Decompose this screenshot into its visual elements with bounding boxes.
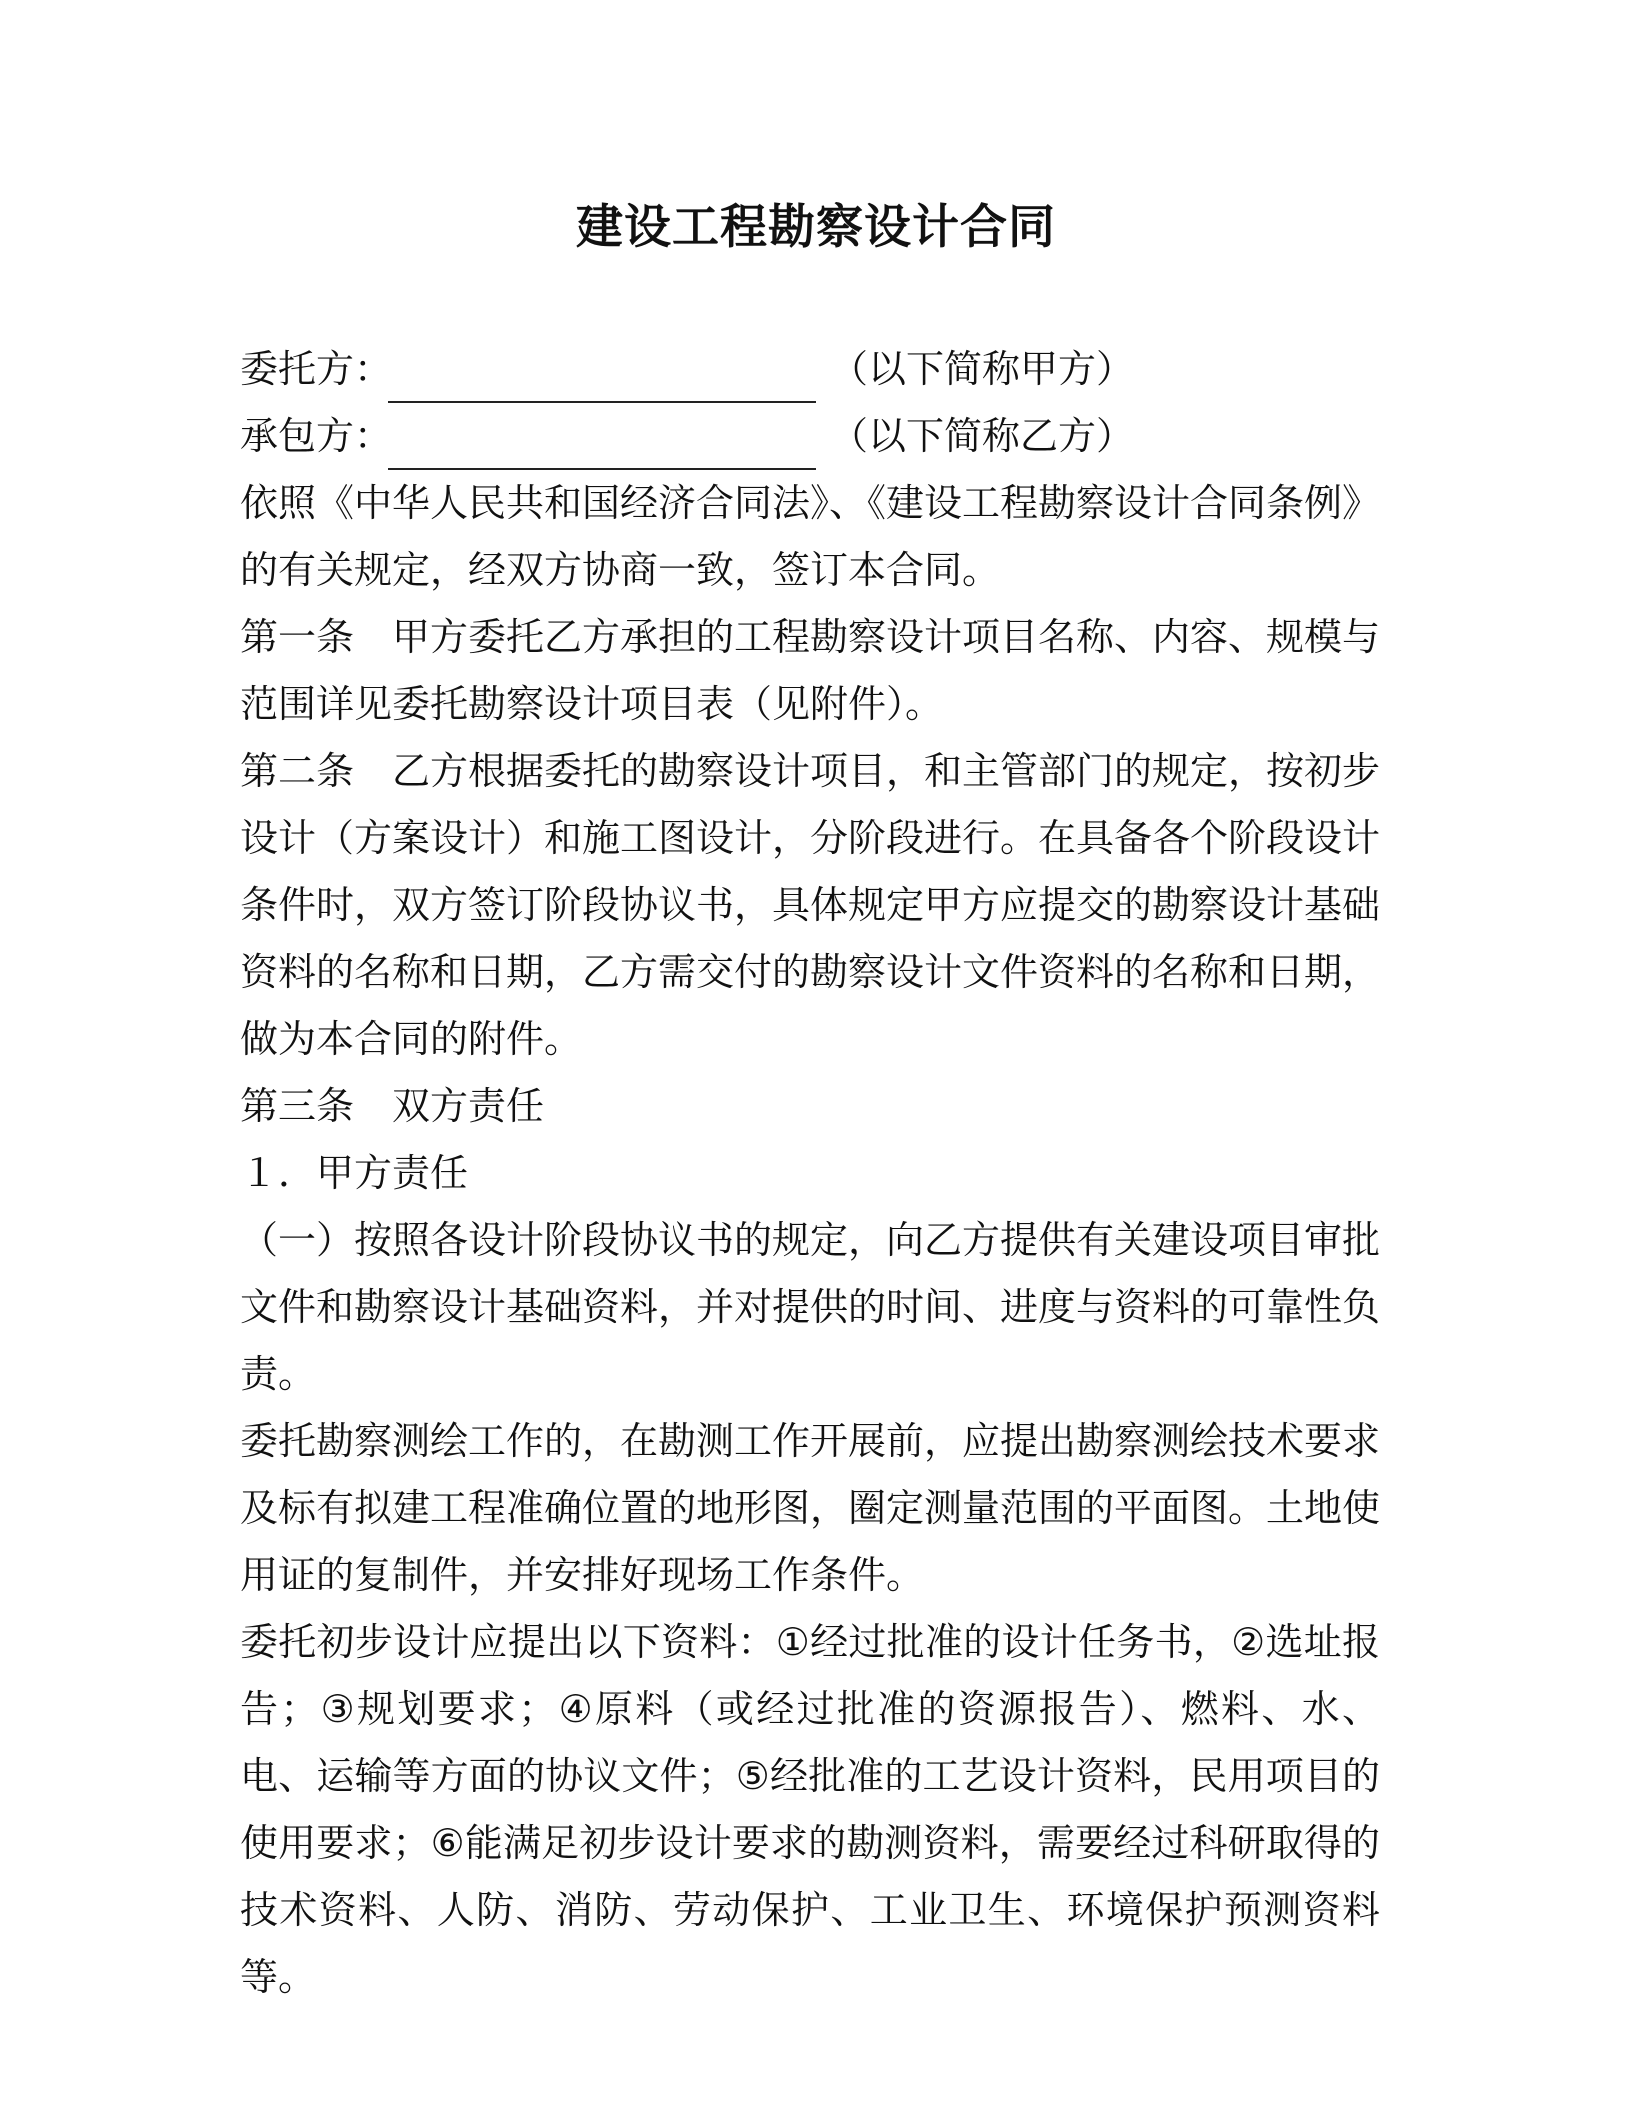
- contractor-party-line: [240, 403, 1380, 470]
- contract-title: 建设工程勘察设计合同: [576, 200, 1056, 255]
- contractor-name-blank: [388, 420, 816, 470]
- survey-requirements-paragraph: 委托勘察测绘工作的，在勘测工作开展前，应提出勘察测绘技术要求及标有拟建工程准确位置的地形图，圈定测量范围的平面图。土地使用证的复制件，并安排好现场工作条件。: [240, 1419, 1381, 1597]
- party-a-responsibility-heading: １．甲方责任: [240, 1151, 469, 1195]
- article-one-paragraph: 第一条 甲方委托乙方承担的工程勘察设计项目名称、内容、规模与范围详见委托勘察设计项目表（见附件）。: [240, 615, 1381, 726]
- contract-body: [240, 336, 1380, 2011]
- article-two-paragraph: 第二条 乙方根据委托的勘察设计项目，和主管部门的规定，按初步设计（方案设计）和施工图设计，分阶段进行。在具备各个阶段设计条件时，双方签订阶段协议书，具体规定甲方应提交的勘察设计基础资料的名称和日期，乙方需交付的勘察设计文件资料的名称和日期，做为本合同的附件。: [240, 749, 1381, 1061]
- preliminary-design-materials-paragraph: 委托初步设计应提出以下资料：①经过批准的设计任务书，②选址报告；③规划要求；④原料（或经过批准的资源报告）、燃料、水、电、运输等方面的协议文件；⑤经批准的工艺设计资料，民用项目的使用要求；⑥能满足初步设计要求的勘测资料，需要经过科研取得的技术资料、人防、消防、劳动保护、工业卫生、环境保护预测资料等。: [240, 1620, 1380, 1999]
- client-abbreviation-note: （以下简称甲方）: [830, 347, 1135, 391]
- contractor-label: 承包方：: [240, 414, 393, 458]
- client-party-line: [240, 336, 1380, 403]
- responsibility-item-one: （一）按照各设计阶段协议书的规定，向乙方提供有关建设项目审批文件和勘察设计基础资料，并对提供的时间、进度与资料的可靠性负责。: [240, 1218, 1381, 1396]
- client-name-blank: [388, 353, 816, 403]
- contractor-abbreviation-note: （以下简称乙方）: [830, 414, 1135, 458]
- legal-basis-paragraph: 依照《中华人民共和国经济合同法》、《建设工程勘察设计合同条例》的有关规定，经双方协商一致，签订本合同。: [240, 481, 1381, 592]
- client-label: 委托方：: [240, 347, 393, 391]
- article-three-heading: 第三条 双方责任: [240, 1084, 545, 1128]
